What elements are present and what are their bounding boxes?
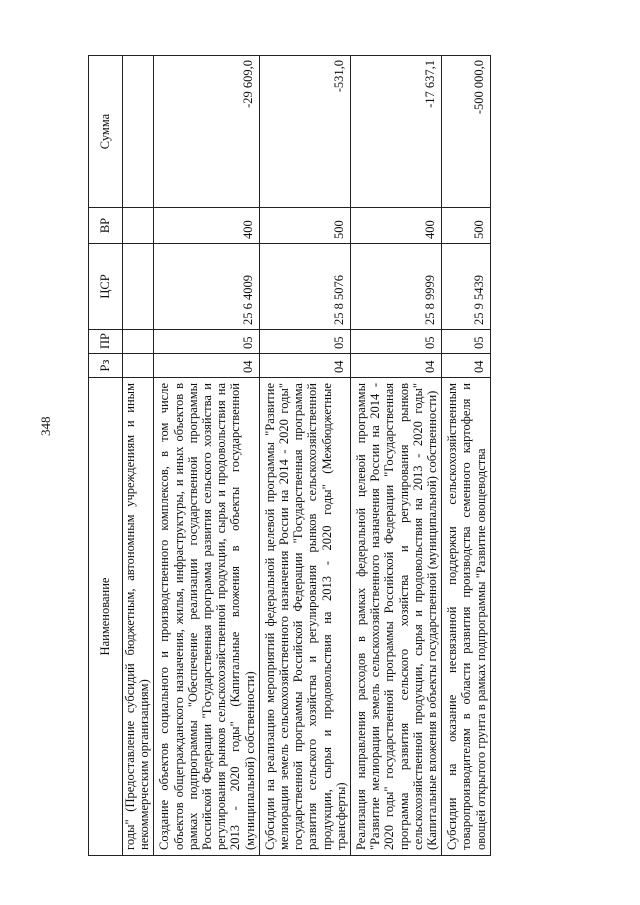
row-vr xyxy=(123,208,154,244)
row-sum: -17 637,1 xyxy=(351,56,442,208)
header-rz: Рз xyxy=(89,354,123,378)
row-sum: -531,0 xyxy=(259,56,350,208)
row-rz: 04 xyxy=(442,354,491,378)
row-csr xyxy=(123,244,154,330)
table-row xyxy=(154,56,259,856)
row-rz: 04 xyxy=(259,354,350,378)
table-row xyxy=(442,56,491,856)
row-sum: -500 000,0 xyxy=(442,56,491,208)
header-sum: Сумма xyxy=(89,56,123,208)
row-csr: 25 8 5076 xyxy=(259,244,350,330)
header-name: Наименование xyxy=(89,378,123,856)
page-number: 348 xyxy=(38,416,53,436)
row-rz: 04 xyxy=(154,354,259,378)
row-csr: 25 6 4009 xyxy=(154,244,259,330)
row-name: Создание объектов социального и производственного комплексов, в том числе объектов общегражданского назначения, жилья, инфраструктуры, и иных объектов в рамках подпрограммы "Обеспечение реализации государственной программы Российской Федерации "Государственная программа развития сельского хозяйства и регулирования рынков сельскохозяйственной продукции, сырья и продовольствия на 2013 - 2020 годы" (Капитальные вложения в объекты государственной (муниципальной) собственности) xyxy=(154,378,259,856)
row-name: Субсидии на реализацию мероприятий федеральной целевой программы "Развитие мелиорации земель сельскохозяйственного назначения России на 2014 - 2020 годы" государственной программы Российской Федерации "Государственная программа развития сельского хозяйства и регулирования рынков сельскохозяйственной продукции, сырья и продовольствия на 2013 - 2020 годы" (Межбюджетные трансферты) xyxy=(259,378,350,856)
row-sum: -29 609,0 xyxy=(154,56,259,208)
row-pr: 05 xyxy=(351,330,442,354)
row-vr: 400 xyxy=(154,208,259,244)
row-rz xyxy=(123,354,154,378)
row-name: Реализация направления расходов в рамках федеральной целевой программы "Развитие мелиорации земель сельскохозяйственного назначения России на 2014 - 2020 годы" государственной программы Российской Федерации "Государственная программа развития сельского хозяйства и регулирования рынков сельскохозяйственной продукции, сырья и продовольствия на 2013 - 2020 годы" (Капитальные вложения в объекты государственной (муниципальной) собственности) xyxy=(351,378,442,856)
row-pr: 05 xyxy=(259,330,350,354)
row-pr: 05 xyxy=(154,330,259,354)
header-csr: ЦСР xyxy=(89,244,123,330)
row-vr: 400 xyxy=(351,208,442,244)
budget-table-container xyxy=(88,56,491,856)
row-vr: 500 xyxy=(259,208,350,244)
row-rz: 04 xyxy=(351,354,442,378)
row-pr: 05 xyxy=(442,330,491,354)
row-sum xyxy=(123,56,154,208)
table-row xyxy=(259,56,350,856)
table-header-row xyxy=(89,56,123,856)
row-name: Субсидии на оказание несвязанной поддержки сельскохозяйственным товаропроизводителям в области развития производства семенного картофеля и овощей открытого грунта в рамках подпрограммы "Развитие овощеводства xyxy=(442,378,491,856)
row-name: годы" (Предоставление субсидий бюджетным, автономным учреждениям и иным некоммерческим организациям) xyxy=(123,378,154,856)
header-pr: ПР xyxy=(89,330,123,354)
header-vr: ВР xyxy=(89,208,123,244)
budget-table xyxy=(88,55,491,856)
row-vr: 500 xyxy=(442,208,491,244)
row-csr: 25 8 9999 xyxy=(351,244,442,330)
table-row xyxy=(351,56,442,856)
row-pr xyxy=(123,330,154,354)
table-row xyxy=(123,56,154,856)
row-csr: 25 9 5439 xyxy=(442,244,491,330)
